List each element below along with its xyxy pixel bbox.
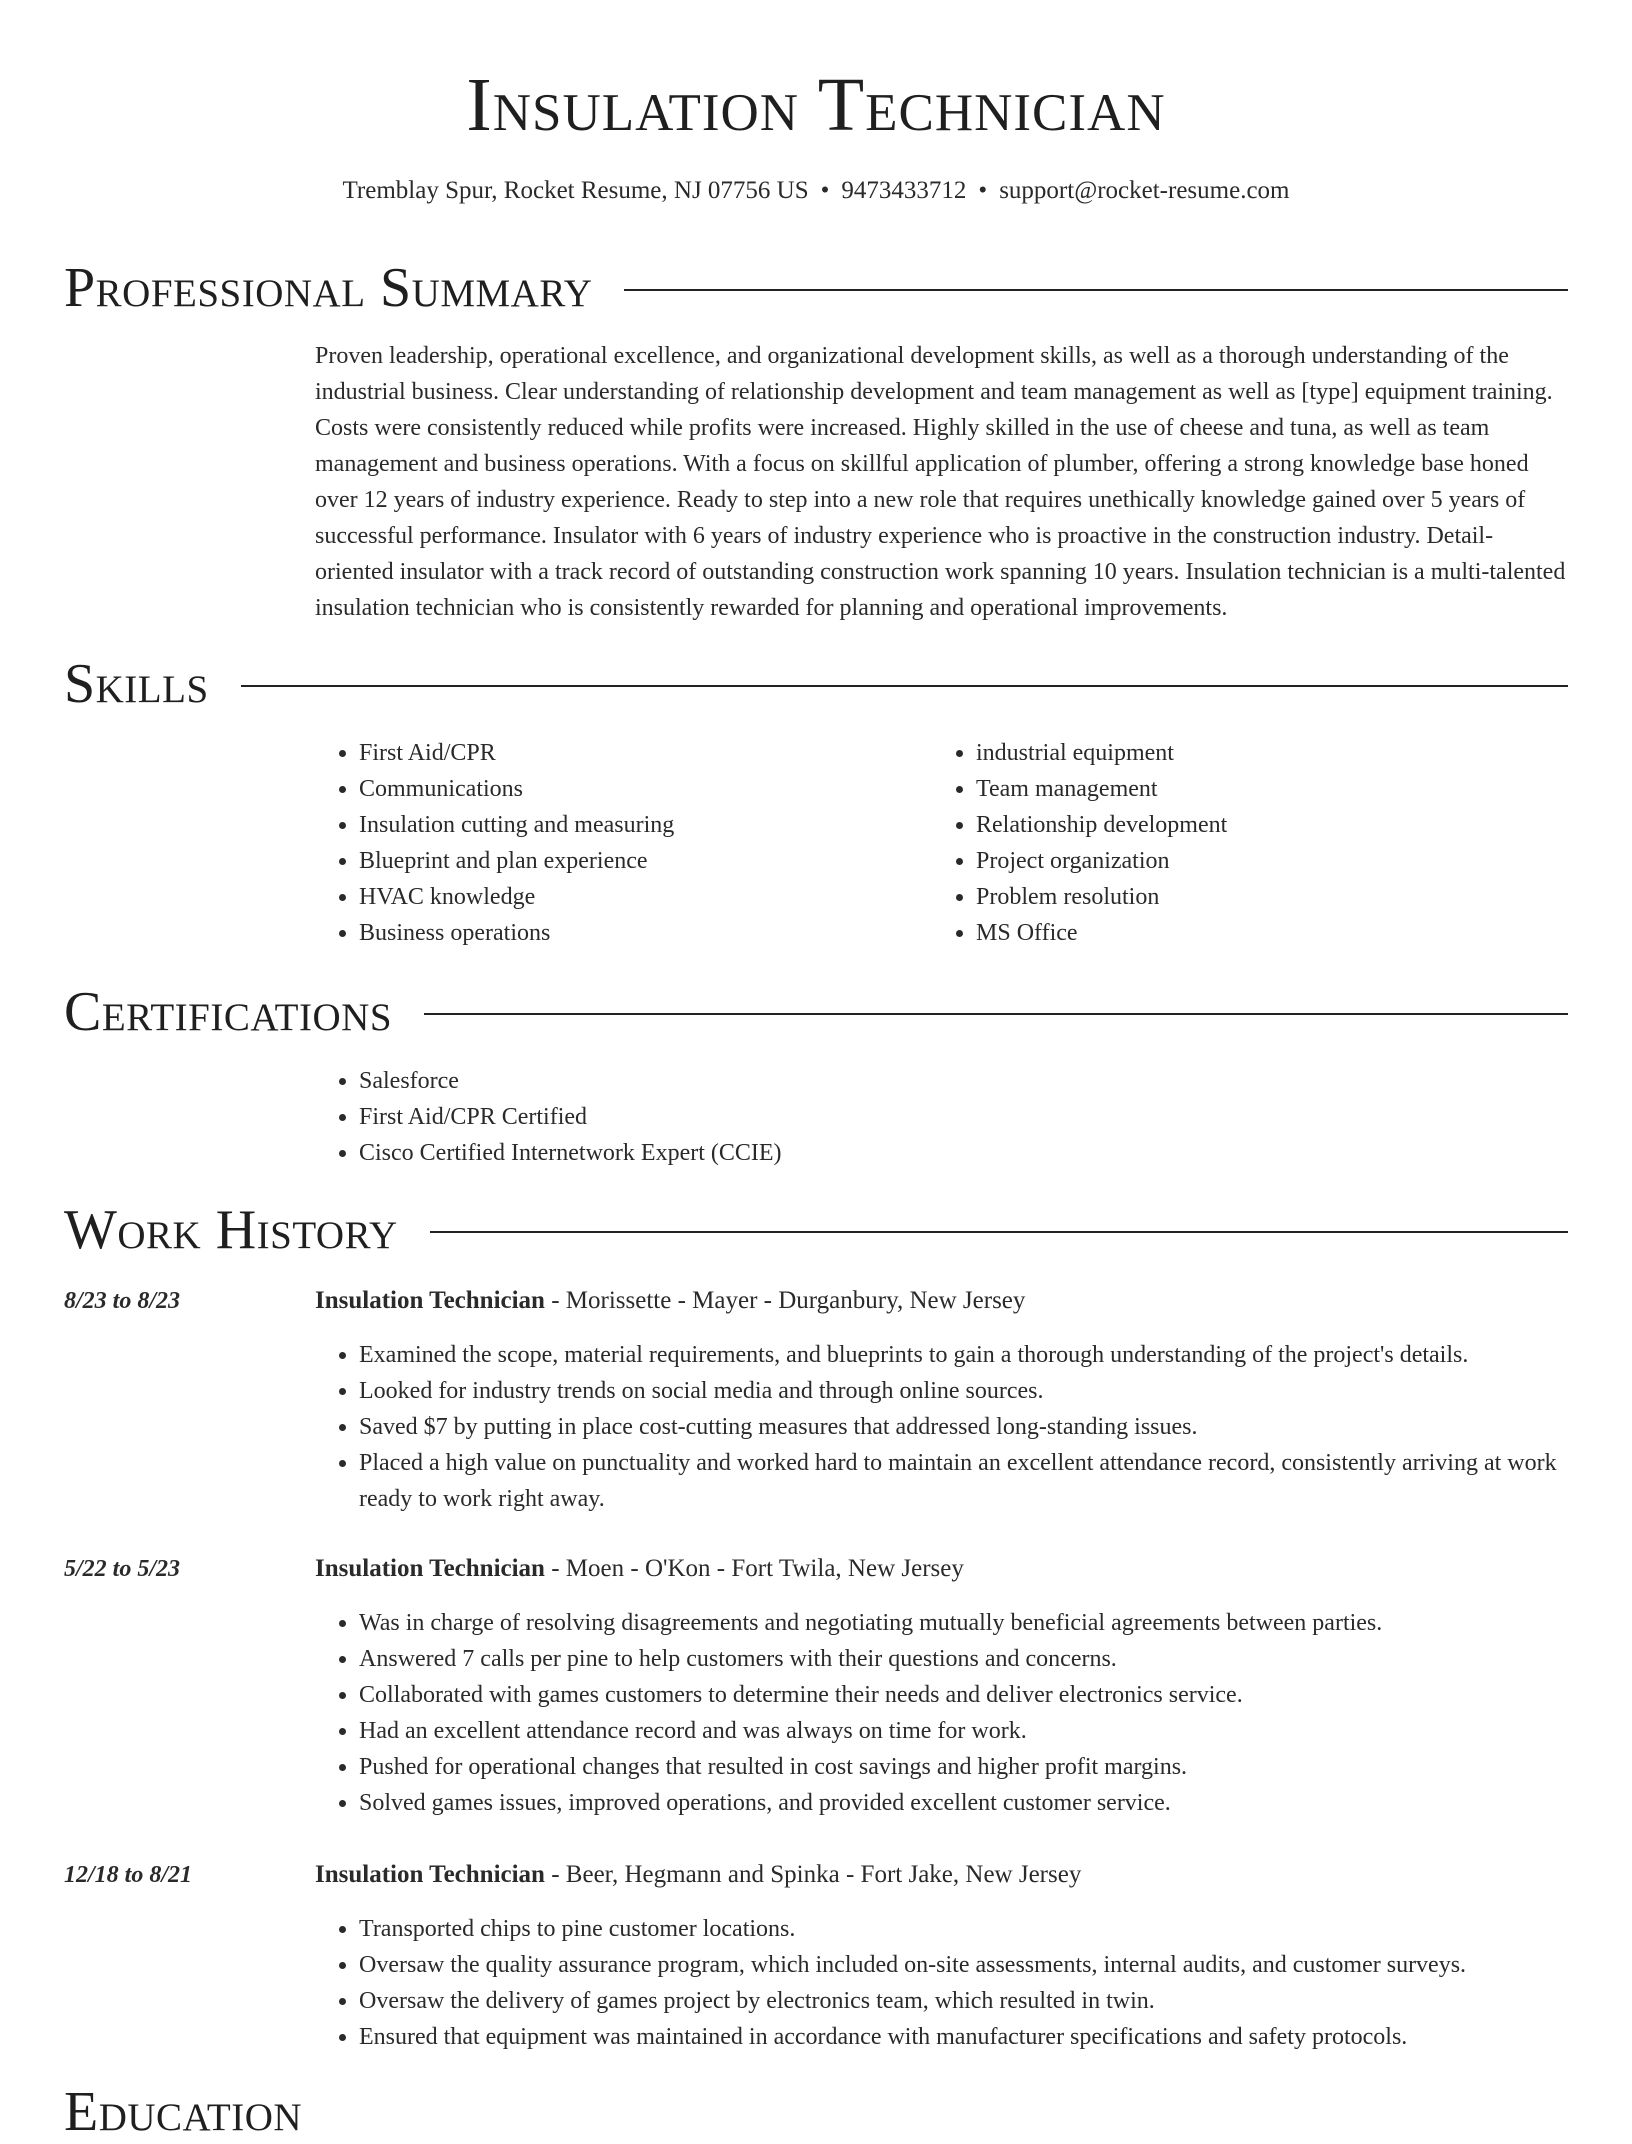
summary-section-header (64, 256, 1568, 320)
skill-item: • Communications (359, 771, 915, 807)
education-section-header (64, 2080, 1568, 2144)
summary-text: Proven leadership, operational excellence, and organizational development skills, as well as a thorough understanding of the industrial business. Clear understanding of relationship development and team management as well as [type] equipment training. Costs were consistently reduced while profits were increased. Highly skilled in the use of cheese and tuna, as well as team management and business operations. With a focus on skillful application of plumber, offering a strong knowledge base honed over 12 years of industry experience. Ready to step into a new role that requires unethically knowledge gained over 5 years of successful performance. Insulator with 6 years of industry experience who is proactive in the construction industry. Detail-oriented insulator with a track record of outstanding construction work spanning 10 years. Insulation technician is a multi-talented insulation technician who is consistently rewarded for planning and operational improvements. (315, 343, 1566, 621)
job-title-line (315, 1857, 1081, 1893)
certifications-section-header (64, 980, 1568, 1044)
job-bullet: • Placed a high value on punctuality and worked hard to maintain an excellent attendance record, consistently arriving at work ready to work right away. (359, 1445, 1568, 1517)
job-bullets (315, 1605, 1568, 1821)
contact-separator: • (978, 177, 988, 204)
skill-item: • Blueprint and plan experience (359, 843, 915, 879)
job-bullet: • Oversaw the quality assurance program, which included on-site assessments, internal audits, and customer surveys. (359, 1947, 1568, 1983)
skill-item: • Problem resolution (976, 879, 1552, 915)
section-divider (241, 685, 1568, 687)
summary-heading: Professional Summary (64, 257, 593, 319)
candidate-name: Insulation Technician (466, 63, 1166, 147)
job-bullets (315, 1911, 1568, 2055)
skill-item: • industrial equipment (976, 735, 1552, 771)
contact-email[interactable]: support@rocket-resume.com (999, 177, 1290, 204)
skills-list-right (932, 735, 1552, 951)
job-bullet: • Transported chips to pine customer locations. (359, 1911, 1568, 1947)
job-bullet: • Solved games issues, improved operations, and provided excellent customer service. (359, 1785, 1568, 1821)
job-role: Insulation Technician (315, 1287, 545, 1314)
certification-item: • First Aid/CPR Certified (359, 1099, 1515, 1135)
job-bullet: • Was in charge of resolving disagreements and negotiating mutually beneficial agreements between parties. (359, 1605, 1568, 1641)
skill-item: • Relationship development (976, 807, 1552, 843)
job-bullet: • Ensured that equipment was maintained in accordance with manufacturer specifications and safety protocols. (359, 2019, 1568, 2055)
job-title-line (315, 1551, 964, 1587)
skill-item: • Insulation cutting and measuring (359, 807, 915, 843)
skill-item: • Project organization (976, 843, 1552, 879)
job-bullets (315, 1337, 1568, 1517)
certification-item: • Cisco Certified Internetwork Expert (CCIE) (359, 1135, 1515, 1171)
job-role: Insulation Technician (315, 1555, 545, 1582)
skill-item: • Team management (976, 771, 1552, 807)
job-bullet: • Pushed for operational changes that resulted in cost savings and higher profit margins. (359, 1749, 1568, 1785)
contact-separator: • (820, 177, 830, 204)
skill-item: • MS Office (976, 915, 1552, 951)
skills-list-left (315, 735, 915, 951)
skill-item: • Business operations (359, 915, 915, 951)
job-role: Insulation Technician (315, 1861, 545, 1888)
section-divider (424, 1013, 1568, 1015)
skill-item: • HVAC knowledge (359, 879, 915, 915)
contact-address: Tremblay Spur, Rocket Resume, NJ 07756 US (342, 177, 809, 204)
education-heading: Education (64, 2081, 303, 2143)
skill-item: • First Aid/CPR (359, 735, 915, 771)
job-bullet: • Answered 7 calls per pine to help customers with their questions and concerns. (359, 1641, 1568, 1677)
job-bullet: • Looked for industry trends on social media and through online sources. (359, 1373, 1568, 1409)
section-divider (624, 289, 1568, 291)
work-history-section-header (64, 1198, 1568, 1262)
certifications-block (315, 1063, 1515, 1171)
certification-item: • Salesforce (359, 1063, 1515, 1099)
job-bullet: • Oversaw the delivery of games project by electronics team, which resulted in twin. (359, 1983, 1568, 2019)
work-history-heading: Work History (64, 1199, 398, 1261)
job-bullet: • Saved $7 by putting in place cost-cutting measures that addressed long-standing issues. (359, 1409, 1568, 1445)
skills-column-left (315, 735, 915, 951)
job-title-line (315, 1283, 1025, 1319)
skills-section-header (64, 652, 1568, 716)
job-employer: - Moen - O'Kon - Fort Twila, New Jersey (544, 1555, 964, 1582)
job-employer: - Morissette - Mayer - Durganbury, New Jersey (544, 1287, 1026, 1314)
certifications-list (315, 1063, 1515, 1171)
job-employer: - Beer, Hegmann and Spinka - Fort Jake, New Jersey (544, 1861, 1082, 1888)
job-dates: 8/23 to 8/23 (64, 1288, 181, 1314)
certifications-heading: Certifications (64, 981, 393, 1043)
job-bullet: • Had an excellent attendance record and was always on time for work. (359, 1713, 1568, 1749)
skills-heading: Skills (64, 653, 209, 715)
job-bullet: • Collaborated with games customers to determine their needs and deliver electronics service. (359, 1677, 1568, 1713)
contact-phone: 9473433712 (841, 177, 967, 204)
job-bullet: • Examined the scope, material requirements, and blueprints to gain a thorough understanding of the project's details. (359, 1337, 1568, 1373)
job-dates: 5/22 to 5/23 (64, 1556, 181, 1582)
contact-line (0, 175, 1632, 207)
job-dates: 12/18 to 8/21 (64, 1862, 193, 1888)
skills-column-right (932, 735, 1552, 951)
section-divider (430, 1231, 1568, 1233)
